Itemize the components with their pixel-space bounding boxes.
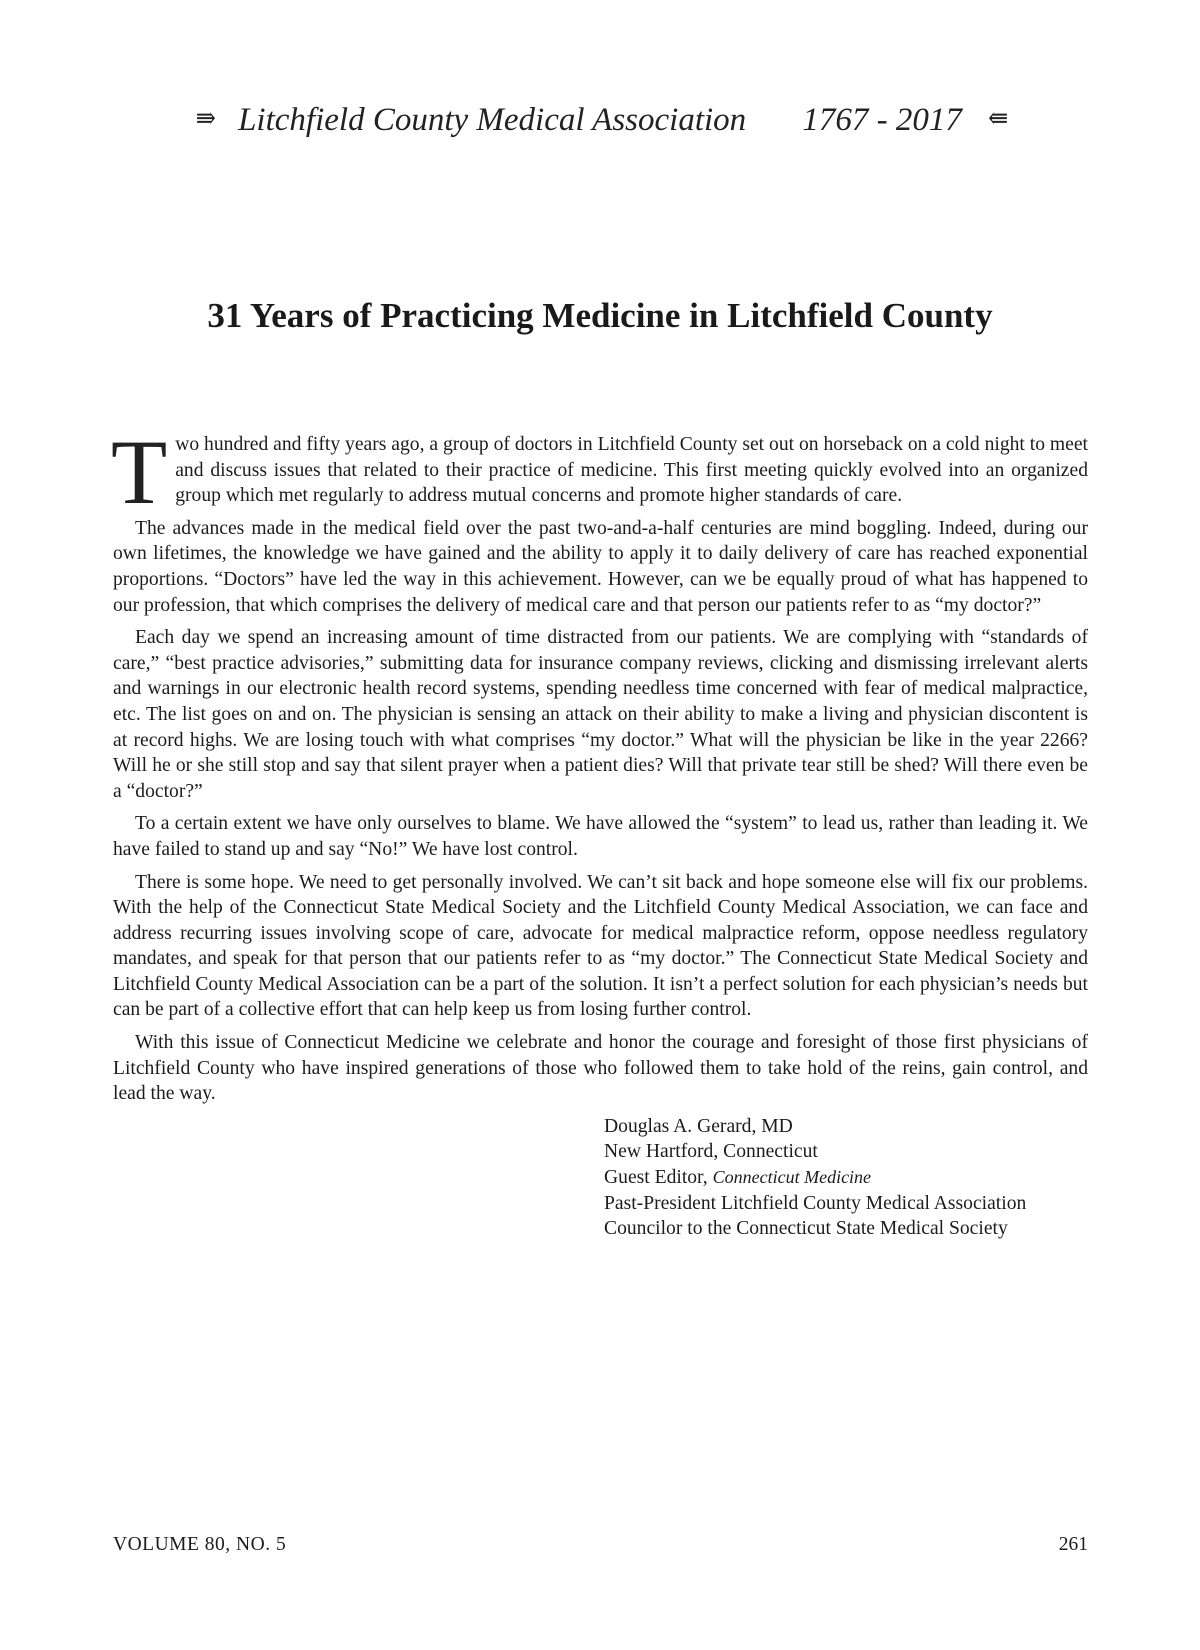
article-body	[111, 421, 1088, 1242]
anniversary-years: 1767 - 2017	[802, 102, 962, 138]
ornament-left-icon: ⇛	[195, 106, 212, 132]
author-signature	[604, 1114, 1088, 1242]
ornament-right-icon: ⇚	[988, 106, 1005, 132]
author-past-role: Past-President Litchfield County Medical Association	[604, 1192, 1027, 1214]
paragraph-2: The advances made in the medical field over the past two-and-a-half centuries are mind boggling. Indeed, during our own lifetimes, the knowledge we have gained and the ability to apply it to daily delivery of care has reached exponential proportions. “Doctors” have led the way in this achievement. However, can we be equally proud of what has happened to our profession, that which comprises the delivery of medical care and that person our patients refer to as “my doctor?”	[113, 517, 1088, 616]
paragraph-3: Each day we spend an increasing amount of time distracted from our patients. We are complying with “standards of care,” “best practice advisories,” submitting data for insurance company reviews, clicking and dismissing irrelevant alerts and warnings in our electronic health record systems, spending needless time concerned with fear of medical malpractice, etc. The list goes on and on. The physician is sensing an attack on their ability to make a living and physician discontent is at record highs. We are losing touch with what comprises “my doctor.” What will the physician be like in the year 2266? Will he or she still stop and say that silent prayer when a patient dies? Will that private tear still be shed? Will there even be a “doctor?”	[113, 627, 1088, 802]
author-editor-role	[604, 1165, 1088, 1191]
publication-name: Connecticut Medicine	[712, 1167, 872, 1188]
association-name: Litchfield County Medical Association	[238, 102, 747, 138]
editor-role-prefix: Guest Editor,	[604, 1167, 713, 1189]
author-name: Douglas A. Gerard, MD	[604, 1115, 793, 1137]
footer-volume: VOLUME 80, NO. 5	[113, 1534, 287, 1555]
article-title: 31 Years of Practicing Medicine in Litchfield County	[207, 296, 993, 335]
paragraph-4: To a certain extent we have only ourselves to blame. We have allowed the “system” to lead us, rather than leading it. We have failed to stand up and say “No!” We have lost control.	[113, 813, 1088, 860]
paragraph-5: There is some hope. We need to get personally involved. We can’t sit back and hope someone else will fix our problems. With the help of the Connecticut State Medical Society and the Litchfield County Medical Association, we can face and address recurring issues involving scope of care, advocate for medical malpractice reform, oppose needless regulatory mandates, and speak for that person that our patients refer to as “my doctor.” The Connecticut State Medical Society and Litchfield County Medical Association can be a part of the solution. It isn’t a perfect solution for each physician’s needs but can be part of a collective effort that can help keep us from losing further control.	[113, 871, 1088, 1021]
paragraph-6: With this issue of Connecticut Medicine we celebrate and honor the courage and foresight of those first physicians of Litchfield County who have inspired generations of those who followed them to take hold of the reins, gain control, and lead the way.	[113, 1032, 1088, 1105]
drop-cap: T	[111, 421, 168, 523]
author-councilor-role: Councilor to the Connecticut State Medical Society	[604, 1218, 1008, 1240]
paragraph-1-text: wo hundred and fifty years ago, a group of doctors in Litchfield County set out on horseback on a cold night to meet and discuss issues that related to their practice of medicine. This first meeting quickly evolved into an organized group which met regularly to address mutual concerns and promote higher standards of care.	[175, 434, 1088, 507]
footer-page-number: 261	[1058, 1534, 1088, 1555]
running-header	[0, 102, 1200, 139]
author-location: New Hartford, Connecticut	[604, 1141, 818, 1163]
paragraph-1	[111, 421, 1088, 523]
